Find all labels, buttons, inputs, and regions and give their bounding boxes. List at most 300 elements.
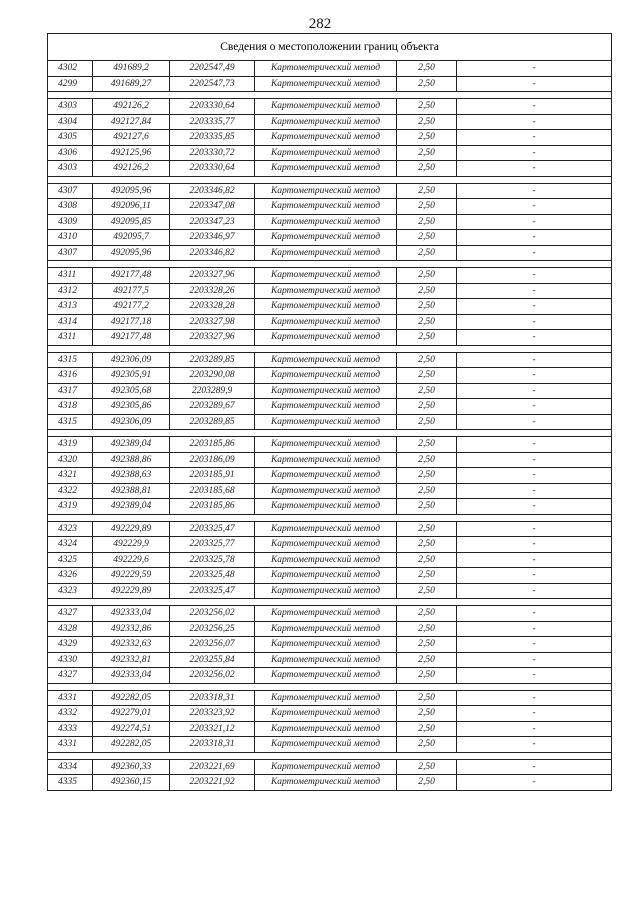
method-cell: Картометрический метод [255,145,397,161]
table-row [48,299,612,315]
page-number: 282 [308,16,332,32]
point-number-cell: 4311 [48,330,93,346]
point-number-cell: 4335 [48,775,93,791]
table-row [48,452,612,468]
point-number-cell: 4312 [48,283,93,299]
x-coordinate-cell: 492333,04 [93,668,170,684]
precision-cell: 2,50 [397,352,457,368]
table-row [48,368,612,384]
point-number-cell: 4308 [48,199,93,215]
point-number-cell: 4306 [48,145,93,161]
y-coordinate-cell: 2202547,73 [170,76,255,92]
precision-cell: 2,50 [397,330,457,346]
table-row [48,330,612,346]
method-cell: Картометрический метод [255,283,397,299]
separator-cell [48,599,612,606]
precision-cell: 2,50 [397,499,457,515]
x-coordinate-cell: 492229,59 [93,568,170,584]
description-cell: - [457,437,612,453]
precision-cell: 2,50 [397,61,457,77]
method-cell: Картометрический метод [255,368,397,384]
point-number-cell: 4303 [48,99,93,115]
x-coordinate-cell: 492305,86 [93,399,170,415]
description-cell: - [457,283,612,299]
description-cell: - [457,521,612,537]
x-coordinate-cell: 492274,51 [93,721,170,737]
y-coordinate-cell: 2203346,82 [170,183,255,199]
method-cell: Картометрический метод [255,114,397,130]
point-number-cell: 4320 [48,452,93,468]
point-number-cell: 4318 [48,399,93,415]
table-row [48,437,612,453]
point-number-cell: 4323 [48,583,93,599]
y-coordinate-cell: 2203256,25 [170,621,255,637]
precision-cell: 2,50 [397,552,457,568]
point-number-cell: 4299 [48,76,93,92]
table-row [48,737,612,753]
method-cell: Картометрический метод [255,583,397,599]
table-title-row [48,34,612,61]
point-number-cell: 4314 [48,314,93,330]
table-row [48,230,612,246]
method-cell: Картометрический метод [255,76,397,92]
description-cell: - [457,245,612,261]
x-coordinate-cell: 492177,2 [93,299,170,315]
method-cell: Картометрический метод [255,499,397,515]
x-coordinate-cell: 492125,96 [93,145,170,161]
point-number-cell: 4302 [48,61,93,77]
point-number-cell: 4325 [48,552,93,568]
description-cell: - [457,399,612,415]
description-cell: - [457,414,612,430]
y-coordinate-cell: 2203325,48 [170,568,255,584]
x-coordinate-cell: 492282,05 [93,690,170,706]
description-cell: - [457,468,612,484]
description-cell: - [457,161,612,177]
method-cell: Картометрический метод [255,606,397,622]
table-row [48,583,612,599]
y-coordinate-cell: 2203289,85 [170,414,255,430]
y-coordinate-cell: 2203346,97 [170,230,255,246]
precision-cell: 2,50 [397,299,457,315]
y-coordinate-cell: 2203256,02 [170,606,255,622]
point-number-cell: 4328 [48,621,93,637]
point-number-cell: 4329 [48,637,93,653]
description-cell: - [457,637,612,653]
method-cell: Картометрический метод [255,668,397,684]
separator-cell [48,683,612,690]
method-cell: Картометрический метод [255,621,397,637]
point-number-cell: 4304 [48,114,93,130]
description-cell: - [457,690,612,706]
x-coordinate-cell: 492229,89 [93,583,170,599]
point-number-cell: 4327 [48,606,93,622]
x-coordinate-cell: 492229,9 [93,537,170,553]
method-cell: Картометрический метод [255,690,397,706]
precision-cell: 2,50 [397,230,457,246]
table-row [48,499,612,515]
table-row [48,706,612,722]
y-coordinate-cell: 2203323,92 [170,706,255,722]
y-coordinate-cell: 2203289,9 [170,383,255,399]
precision-cell: 2,50 [397,214,457,230]
point-number-cell: 4309 [48,214,93,230]
method-cell: Картометрический метод [255,61,397,77]
point-number-cell: 4331 [48,690,93,706]
table-row [48,552,612,568]
x-coordinate-cell: 492332,86 [93,621,170,637]
method-cell: Картометрический метод [255,552,397,568]
description-cell: - [457,775,612,791]
description-cell: - [457,452,612,468]
table-row [48,61,612,77]
precision-cell: 2,50 [397,668,457,684]
description-cell: - [457,537,612,553]
table-row [48,652,612,668]
method-cell: Картометрический метод [255,245,397,261]
y-coordinate-cell: 2203325,47 [170,583,255,599]
method-cell: Картометрический метод [255,130,397,146]
separator-cell [48,514,612,521]
precision-cell: 2,50 [397,183,457,199]
method-cell: Картометрический метод [255,652,397,668]
y-coordinate-cell: 2203346,82 [170,245,255,261]
x-coordinate-cell: 492126,2 [93,161,170,177]
point-number-cell: 4319 [48,437,93,453]
method-cell: Картометрический метод [255,314,397,330]
description-cell: - [457,706,612,722]
method-cell: Картометрический метод [255,521,397,537]
y-coordinate-cell: 2203325,78 [170,552,255,568]
x-coordinate-cell: 492095,96 [93,245,170,261]
method-cell: Картометрический метод [255,399,397,415]
precision-cell: 2,50 [397,652,457,668]
precision-cell: 2,50 [397,583,457,599]
table-row [48,721,612,737]
x-coordinate-cell: 492095,96 [93,183,170,199]
y-coordinate-cell: 2203186,09 [170,452,255,468]
x-coordinate-cell: 491689,27 [93,76,170,92]
precision-cell: 2,50 [397,606,457,622]
method-cell: Картометрический метод [255,721,397,737]
y-coordinate-cell: 2203335,77 [170,114,255,130]
table-row [48,399,612,415]
method-cell: Картометрический метод [255,330,397,346]
group-separator-row [48,683,612,690]
description-cell: - [457,199,612,215]
point-number-cell: 4315 [48,414,93,430]
description-cell: - [457,499,612,515]
point-number-cell: 4319 [48,499,93,515]
y-coordinate-cell: 2203318,31 [170,690,255,706]
description-cell: - [457,583,612,599]
description-cell: - [457,114,612,130]
y-coordinate-cell: 2202547,49 [170,61,255,77]
precision-cell: 2,50 [397,161,457,177]
x-coordinate-cell: 492177,48 [93,330,170,346]
description-cell: - [457,383,612,399]
method-cell: Картометрический метод [255,437,397,453]
x-coordinate-cell: 492305,91 [93,368,170,384]
precision-cell: 2,50 [397,76,457,92]
precision-cell: 2,50 [397,775,457,791]
point-number-cell: 4330 [48,652,93,668]
table-row [48,383,612,399]
y-coordinate-cell: 2203321,12 [170,721,255,737]
precision-cell: 2,50 [397,199,457,215]
x-coordinate-cell: 492389,04 [93,499,170,515]
group-separator-row [48,92,612,99]
precision-cell: 2,50 [397,452,457,468]
point-number-cell: 4311 [48,268,93,284]
precision-cell: 2,50 [397,114,457,130]
table-row [48,145,612,161]
table-row [48,521,612,537]
point-number-cell: 4307 [48,245,93,261]
description-cell: - [457,759,612,775]
x-coordinate-cell: 492095,85 [93,214,170,230]
precision-cell: 2,50 [397,245,457,261]
table-row [48,130,612,146]
y-coordinate-cell: 2203325,47 [170,521,255,537]
method-cell: Картометрический метод [255,214,397,230]
x-coordinate-cell: 492306,09 [93,352,170,368]
x-coordinate-cell: 492229,6 [93,552,170,568]
description-cell: - [457,99,612,115]
point-number-cell: 4327 [48,668,93,684]
precision-cell: 2,50 [397,437,457,453]
x-coordinate-cell: 492305,68 [93,383,170,399]
group-separator-row [48,752,612,759]
precision-cell: 2,50 [397,314,457,330]
y-coordinate-cell: 2203185,91 [170,468,255,484]
y-coordinate-cell: 2203327,98 [170,314,255,330]
precision-cell: 2,50 [397,721,457,737]
y-coordinate-cell: 2203347,23 [170,214,255,230]
precision-cell: 2,50 [397,99,457,115]
description-cell: - [457,568,612,584]
description-cell: - [457,737,612,753]
y-coordinate-cell: 2203328,28 [170,299,255,315]
x-coordinate-cell: 492177,5 [93,283,170,299]
x-coordinate-cell: 492332,81 [93,652,170,668]
x-coordinate-cell: 492333,04 [93,606,170,622]
precision-cell: 2,50 [397,621,457,637]
x-coordinate-cell: 492332,63 [93,637,170,653]
method-cell: Картометрический метод [255,737,397,753]
table-row [48,161,612,177]
y-coordinate-cell: 2203328,26 [170,283,255,299]
y-coordinate-cell: 2203185,68 [170,483,255,499]
x-coordinate-cell: 492279,01 [93,706,170,722]
table-row [48,99,612,115]
description-cell: - [457,606,612,622]
y-coordinate-cell: 2203330,64 [170,161,255,177]
point-number-cell: 4315 [48,352,93,368]
x-coordinate-cell: 491689,2 [93,61,170,77]
table-row [48,668,612,684]
table-row [48,621,612,637]
y-coordinate-cell: 2203327,96 [170,268,255,284]
precision-cell: 2,50 [397,468,457,484]
point-number-cell: 4323 [48,521,93,537]
precision-cell: 2,50 [397,130,457,146]
point-number-cell: 4322 [48,483,93,499]
table-row [48,637,612,653]
point-number-cell: 4334 [48,759,93,775]
method-cell: Картометрический метод [255,775,397,791]
description-cell: - [457,314,612,330]
point-number-cell: 4305 [48,130,93,146]
method-cell: Картометрический метод [255,268,397,284]
x-coordinate-cell: 492096,11 [93,199,170,215]
description-cell: - [457,183,612,199]
group-separator-row [48,430,612,437]
table-row [48,245,612,261]
point-number-cell: 4326 [48,568,93,584]
description-cell: - [457,130,612,146]
description-cell: - [457,668,612,684]
precision-cell: 2,50 [397,759,457,775]
method-cell: Картометрический метод [255,452,397,468]
x-coordinate-cell: 492282,05 [93,737,170,753]
method-cell: Картометрический метод [255,299,397,315]
point-number-cell: 4321 [48,468,93,484]
table-row [48,352,612,368]
y-coordinate-cell: 2203330,64 [170,99,255,115]
x-coordinate-cell: 492177,18 [93,314,170,330]
description-cell: - [457,652,612,668]
description-cell: - [457,352,612,368]
method-cell: Картометрический метод [255,637,397,653]
x-coordinate-cell: 492127,6 [93,130,170,146]
method-cell: Картометрический метод [255,99,397,115]
y-coordinate-cell: 2203185,86 [170,437,255,453]
table-row [48,214,612,230]
separator-cell [48,430,612,437]
precision-cell: 2,50 [397,399,457,415]
point-number-cell: 4310 [48,230,93,246]
table-row [48,775,612,791]
x-coordinate-cell: 492306,09 [93,414,170,430]
description-cell: - [457,330,612,346]
x-coordinate-cell: 492177,48 [93,268,170,284]
method-cell: Картометрический метод [255,537,397,553]
y-coordinate-cell: 2203335,85 [170,130,255,146]
table-row [48,606,612,622]
group-separator-row [48,345,612,352]
table-title: Сведения о местоположении границ объекта [48,34,612,61]
table-row [48,283,612,299]
y-coordinate-cell: 2203255,84 [170,652,255,668]
method-cell: Картометрический метод [255,568,397,584]
point-number-cell: 4332 [48,706,93,722]
table-row [48,759,612,775]
method-cell: Картометрический метод [255,483,397,499]
x-coordinate-cell: 492126,2 [93,99,170,115]
method-cell: Картометрический метод [255,383,397,399]
y-coordinate-cell: 2203289,85 [170,352,255,368]
precision-cell: 2,50 [397,268,457,284]
method-cell: Картометрический метод [255,706,397,722]
method-cell: Картометрический метод [255,199,397,215]
precision-cell: 2,50 [397,414,457,430]
precision-cell: 2,50 [397,368,457,384]
point-number-cell: 4303 [48,161,93,177]
x-coordinate-cell: 492127,84 [93,114,170,130]
table-row [48,690,612,706]
y-coordinate-cell: 2203325,77 [170,537,255,553]
boundary-coordinates-table [47,33,612,791]
description-cell: - [457,76,612,92]
point-number-cell: 4331 [48,737,93,753]
y-coordinate-cell: 2203327,96 [170,330,255,346]
group-separator-row [48,599,612,606]
x-coordinate-cell: 492095,7 [93,230,170,246]
separator-cell [48,345,612,352]
description-cell: - [457,621,612,637]
group-separator-row [48,176,612,183]
table-row [48,183,612,199]
precision-cell: 2,50 [397,145,457,161]
point-number-cell: 4316 [48,368,93,384]
point-number-cell: 4317 [48,383,93,399]
y-coordinate-cell: 2203185,86 [170,499,255,515]
x-coordinate-cell: 492388,81 [93,483,170,499]
point-number-cell: 4307 [48,183,93,199]
table-row [48,114,612,130]
x-coordinate-cell: 492388,63 [93,468,170,484]
precision-cell: 2,50 [397,706,457,722]
description-cell: - [457,721,612,737]
description-cell: - [457,552,612,568]
description-cell: - [457,368,612,384]
y-coordinate-cell: 2203289,67 [170,399,255,415]
method-cell: Картометрический метод [255,230,397,246]
description-cell: - [457,230,612,246]
table-row [48,537,612,553]
boundary-table-sheet [47,33,611,791]
description-cell: - [457,61,612,77]
precision-cell: 2,50 [397,690,457,706]
table-row [48,468,612,484]
y-coordinate-cell: 2203290,08 [170,368,255,384]
group-separator-row [48,261,612,268]
y-coordinate-cell: 2203347,08 [170,199,255,215]
y-coordinate-cell: 2203221,92 [170,775,255,791]
separator-cell [48,176,612,183]
precision-cell: 2,50 [397,568,457,584]
method-cell: Картометрический метод [255,414,397,430]
precision-cell: 2,50 [397,637,457,653]
y-coordinate-cell: 2203256,07 [170,637,255,653]
point-number-cell: 4324 [48,537,93,553]
description-cell: - [457,268,612,284]
group-separator-row [48,514,612,521]
y-coordinate-cell: 2203330,72 [170,145,255,161]
method-cell: Картометрический метод [255,759,397,775]
description-cell: - [457,214,612,230]
precision-cell: 2,50 [397,537,457,553]
point-number-cell: 4333 [48,721,93,737]
table-row [48,568,612,584]
y-coordinate-cell: 2203221,69 [170,759,255,775]
description-cell: - [457,483,612,499]
precision-cell: 2,50 [397,283,457,299]
x-coordinate-cell: 492389,04 [93,437,170,453]
precision-cell: 2,50 [397,521,457,537]
separator-cell [48,261,612,268]
